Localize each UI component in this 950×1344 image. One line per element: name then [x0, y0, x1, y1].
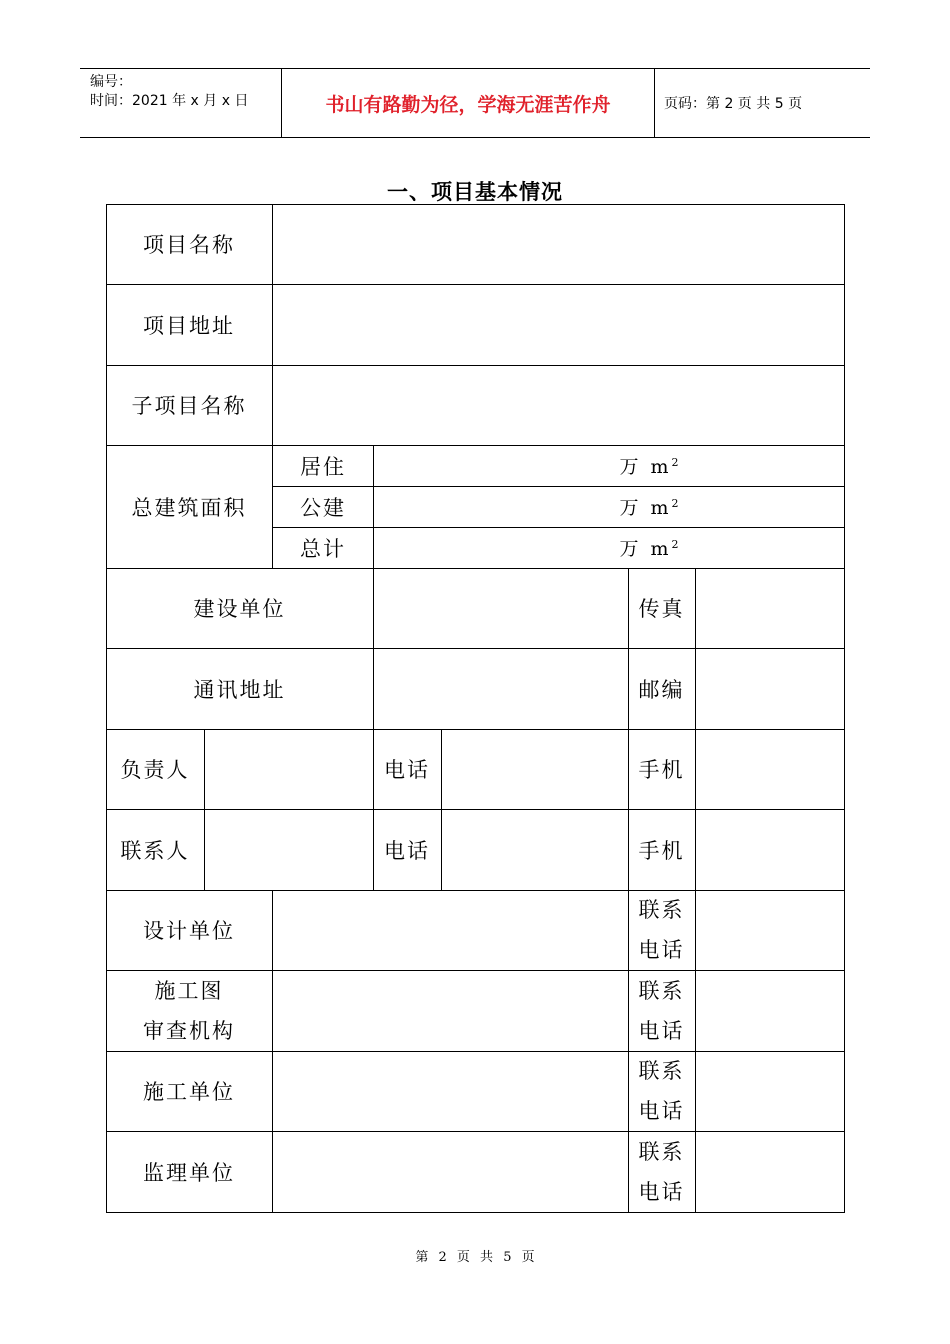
supervision-unit-field[interactable]: [273, 1131, 628, 1212]
project-address-field[interactable]: [273, 284, 844, 365]
supervision-unit-label: 监理单位: [143, 1160, 235, 1185]
builder-unit-contact-label: [628, 1051, 695, 1131]
postcode-label: 邮编: [638, 677, 685, 702]
design-unit-field[interactable]: [273, 890, 628, 970]
total-unit: 万 m: [619, 538, 672, 560]
fax-label: 传真: [638, 597, 685, 621]
review-agency-line2: 审查机构: [143, 1018, 235, 1043]
section-title: 一、项目基本情况: [387, 180, 563, 204]
residential-unit-sup: 2: [671, 456, 679, 469]
header-page-info: 页码：第 2 页 共 5 页: [664, 96, 803, 112]
contact-person-phone-field[interactable]: [442, 809, 628, 890]
total-unit-sup: 2: [671, 538, 679, 551]
design-unit-contact-field[interactable]: [696, 890, 844, 970]
header-slogan: 书山有路勤为径，学海无涯苦作舟: [282, 69, 655, 137]
contact-line1: 联系: [638, 1139, 685, 1164]
person-in-charge-phone-label: 电话: [384, 758, 430, 782]
contact-line2: 电话: [638, 1018, 685, 1043]
contact-person-label: 联系人: [120, 838, 190, 863]
document-header: [80, 68, 870, 138]
postcode-field[interactable]: [696, 648, 844, 729]
subproject-name-field[interactable]: [273, 365, 844, 445]
construction-unit-field[interactable]: [374, 568, 628, 648]
contact-line2: 电话: [638, 1099, 685, 1123]
total-area-label: 总建筑面积: [131, 495, 247, 520]
contact-line1: 联系: [638, 978, 685, 1003]
contact-line1: 联系: [638, 898, 685, 922]
time-label: 时间：2021 年 x 月 x 日: [90, 93, 249, 109]
total-area-field[interactable]: [374, 527, 844, 568]
person-in-charge-phone-field[interactable]: [442, 729, 628, 809]
residential-area-field[interactable]: [374, 445, 844, 486]
mailing-address-label: 通讯地址: [193, 677, 286, 702]
person-in-charge-field[interactable]: [205, 729, 373, 809]
public-building-unit: 万 m: [619, 497, 672, 519]
residential-label: 居住: [300, 454, 346, 479]
project-info-form: [106, 204, 845, 1213]
number-label: 编号：: [90, 74, 132, 90]
review-agency-field[interactable]: [273, 970, 628, 1051]
review-agency-contact-label: [628, 970, 695, 1051]
builder-unit-field[interactable]: [273, 1051, 628, 1131]
fax-field[interactable]: [696, 568, 844, 648]
contact-person-field[interactable]: [205, 809, 373, 890]
residential-unit: 万 m: [619, 456, 672, 478]
mailing-address-field[interactable]: [374, 648, 628, 729]
person-in-charge-label: 负责人: [120, 758, 190, 782]
person-in-charge-mobile-label: 手机: [638, 758, 685, 782]
supervision-unit-contact-field[interactable]: [696, 1131, 844, 1212]
review-agency-contact-field[interactable]: [696, 970, 844, 1051]
contact-line1: 联系: [638, 1059, 685, 1083]
builder-unit-contact-field[interactable]: [696, 1051, 844, 1131]
construction-unit-label: 建设单位: [193, 597, 286, 621]
person-in-charge-mobile-field[interactable]: [696, 729, 844, 809]
project-address-label: 项目地址: [143, 313, 235, 338]
review-agency-line1: 施工图: [154, 978, 224, 1003]
public-building-label: 公建: [300, 495, 346, 520]
page-footer: 第 2 页 共 5 页: [415, 1250, 535, 1265]
contact-person-mobile-label: 手机: [638, 838, 685, 863]
public-building-unit-sup: 2: [671, 497, 679, 510]
contact-person-phone-label: 电话: [384, 838, 430, 863]
public-building-area-field[interactable]: [374, 486, 844, 527]
review-agency-label: [106, 970, 272, 1051]
contact-line2: 电话: [638, 1179, 685, 1204]
subproject-name-label: 子项目名称: [131, 394, 247, 418]
design-unit-label: 设计单位: [143, 919, 235, 943]
supervision-unit-contact-label: [628, 1131, 695, 1212]
header-meta: [80, 69, 282, 137]
total-label: 总计: [300, 536, 346, 561]
project-name-label: 项目名称: [143, 233, 235, 257]
contact-line2: 电话: [638, 938, 685, 962]
project-name-field[interactable]: [273, 204, 844, 284]
builder-unit-label: 施工单位: [143, 1080, 235, 1104]
design-unit-contact-label: [628, 890, 695, 970]
contact-person-mobile-field[interactable]: [696, 809, 844, 890]
